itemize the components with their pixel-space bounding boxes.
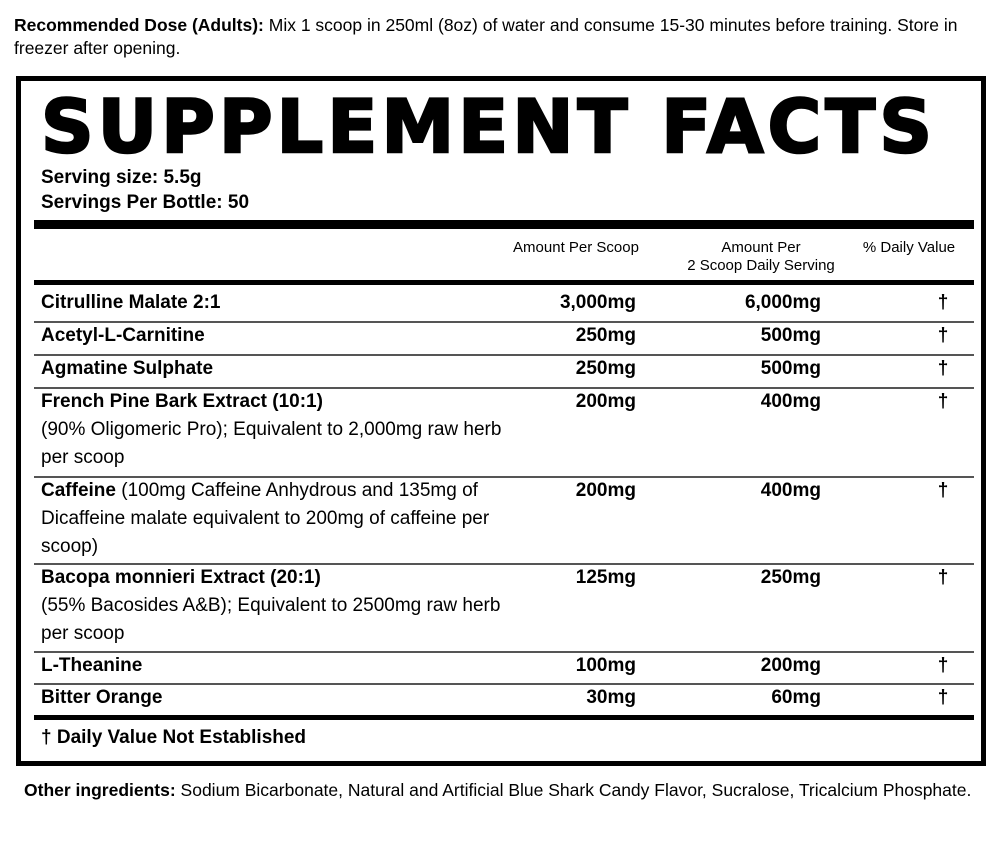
ingredient-detail: (100mg Caffeine Anhydrous and 135mg of Dicaffeine malate equivalent to 200mg of caffeine per scoop) xyxy=(41,480,490,557)
ingredient-name: Agmatine Sulphate xyxy=(41,358,214,379)
amount-per-scoop: 125mg xyxy=(575,567,636,588)
amount-per-two-scoops: 60mg xyxy=(771,687,821,708)
recommended-dose xyxy=(14,14,984,60)
daily-value-dagger: † xyxy=(937,391,949,412)
ingredient-name: L-Theanine xyxy=(41,655,143,676)
amount-per-two-scoops: 400mg xyxy=(760,391,821,412)
ingredient-detail: (55% Bacosides A&B); Equivalent to 2500mg raw herb per scoop xyxy=(41,595,501,644)
daily-value-dagger: † xyxy=(937,358,949,379)
other-ingredients-text: Sodium Bicarbonate, Natural and Artificial Blue Shark Candy Flavor, Sucralose, Tricalcium Phosphate. xyxy=(175,780,972,800)
col-header-per-two-line2: 2 Scoop Daily Serving xyxy=(687,257,835,274)
amount-per-scoop: 200mg xyxy=(575,391,636,412)
ingredient-name: Acetyl-L-Carnitine xyxy=(41,325,205,346)
divider-thick-top xyxy=(34,220,974,229)
serving-size: Serving size: 5.5g xyxy=(41,167,202,188)
serving-info xyxy=(41,165,249,215)
divider-header xyxy=(34,280,974,285)
amount-per-scoop: 100mg xyxy=(575,655,636,676)
ingredient-name: Caffeine (100mg Caffeine Anhydrous and 135mg of Dicaffeine malate equivalent to 200mg of caffeine per scoop) xyxy=(41,480,490,557)
amount-per-two-scoops: 500mg xyxy=(760,358,821,379)
amount-per-two-scoops: 500mg xyxy=(760,325,821,346)
col-header-daily-value: % Daily Value xyxy=(862,239,956,256)
other-ingredients-label: Other ingredients: xyxy=(24,780,176,800)
amount-per-scoop: 250mg xyxy=(575,358,636,379)
recommended-dose-label: Recommended Dose (Adults): xyxy=(14,15,264,35)
amount-per-two-scoops: 400mg xyxy=(760,480,821,501)
daily-value-dagger: † xyxy=(937,292,949,313)
amount-per-two-scoops: 200mg xyxy=(760,655,821,676)
ingredient-name: Citrulline Malate 2:1 xyxy=(41,292,221,313)
ingredient-detail: (90% Oligomeric Pro); Equivalent to 2,000mg raw herb per scoop xyxy=(41,419,502,468)
col-header-per-two-line1: Amount Per xyxy=(721,239,801,256)
daily-value-footnote: † Daily Value Not Established xyxy=(41,727,307,748)
amount-per-scoop: 250mg xyxy=(575,325,636,346)
recommended-dose-text: Mix 1 scoop in 250ml (8oz) of water and consume 15-30 minutes before training. Store in freezer after opening. xyxy=(14,15,958,58)
other-ingredients xyxy=(24,778,984,803)
col-header-per-scoop: Amount Per Scoop xyxy=(513,239,639,256)
amount-per-two-scoops: 6,000mg xyxy=(744,292,821,313)
amount-per-scoop: 200mg xyxy=(575,480,636,501)
daily-value-dagger: † xyxy=(937,655,949,676)
divider-bottom xyxy=(34,715,974,720)
col-header-per-two-scoops xyxy=(671,239,851,275)
panel-title: SUPPLEMENT FACTS xyxy=(41,85,937,170)
daily-value-dagger: † xyxy=(937,687,949,708)
supplement-facts-panel xyxy=(16,76,986,766)
ingredient-name: Bitter Orange xyxy=(41,687,163,708)
servings-per-bottle: Servings Per Bottle: 50 xyxy=(41,192,250,213)
ingredient-name: Bacopa monnieri Extract (20:1) (55% Bacosides A&B); Equivalent to 2500mg raw herb per scoop xyxy=(41,564,511,648)
amount-per-scoop: 30mg xyxy=(586,687,636,708)
daily-value-dagger: † xyxy=(937,325,949,346)
amount-per-scoop: 3,000mg xyxy=(559,292,636,313)
amount-per-two-scoops: 250mg xyxy=(760,567,821,588)
daily-value-dagger: † xyxy=(937,567,949,588)
ingredient-name: French Pine Bark Extract (10:1) (90% Oligomeric Pro); Equivalent to 2,000mg raw herb per scoop xyxy=(41,388,511,472)
daily-value-dagger: † xyxy=(937,480,949,501)
